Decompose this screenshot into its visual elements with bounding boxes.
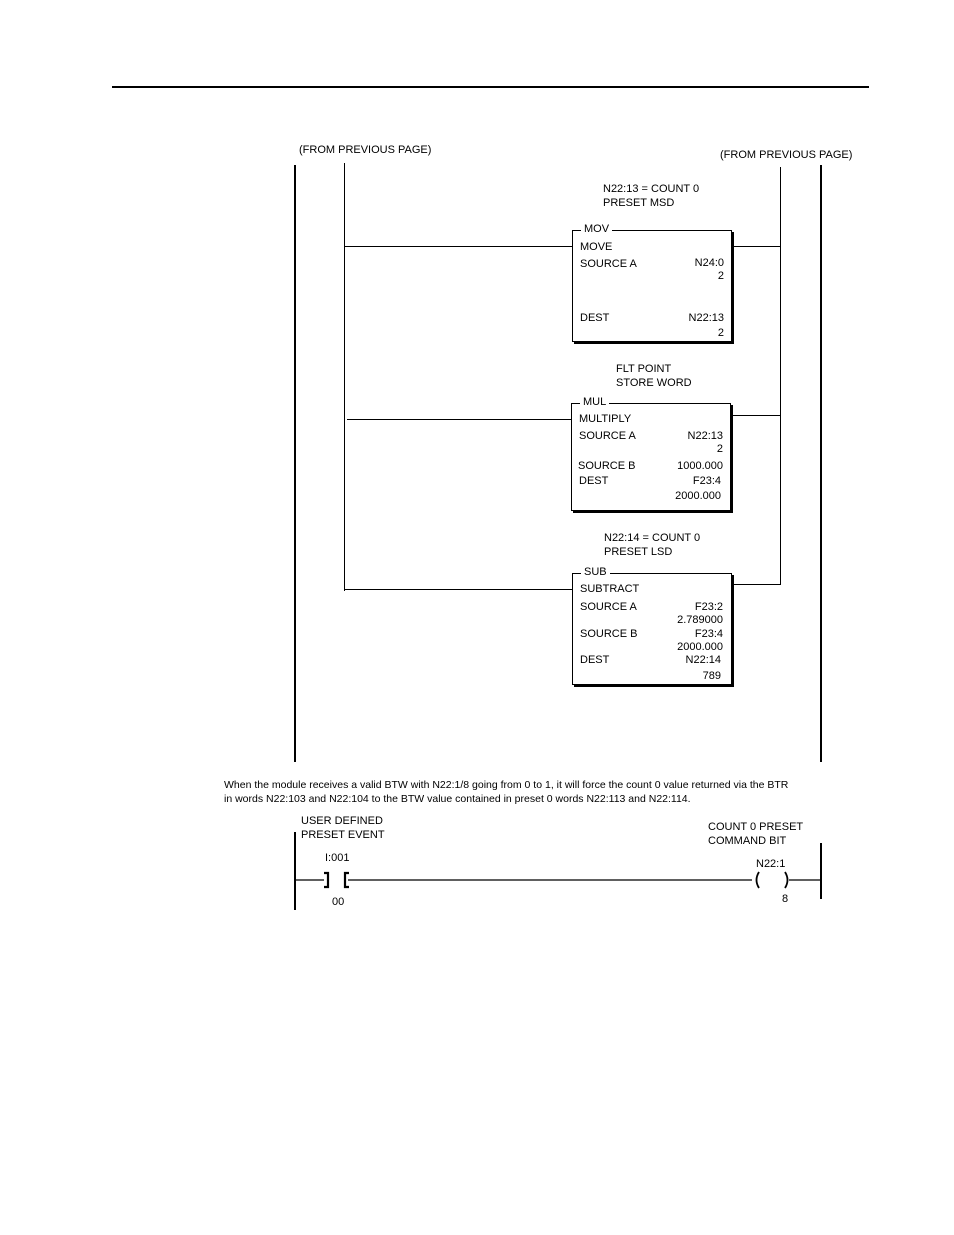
mul-input-wire <box>347 419 571 420</box>
sub-comment-line2: PRESET LSD <box>604 546 673 558</box>
contact-comment-line1: USER DEFINED <box>301 815 383 827</box>
mul-source-a-label: SOURCE A <box>579 430 636 442</box>
mul-comment-line2: STORE WORD <box>616 377 692 389</box>
sub-source-b-value: 2000.000 <box>677 641 723 653</box>
sub-source-b-label: SOURCE B <box>580 628 638 640</box>
mul-source-b-label: SOURCE B <box>578 460 636 472</box>
sub-title: SUBTRACT <box>580 583 640 595</box>
left-power-rail <box>294 165 296 762</box>
mul-source-b-value: 1000.000 <box>677 460 723 472</box>
rung2-left-rail <box>294 832 296 910</box>
mov-source-a-value: 2 <box>717 270 724 282</box>
coil-comment-line1: COUNT 0 PRESET <box>708 821 804 833</box>
sub-source-a-address: F23:2 <box>694 601 723 613</box>
coil-comment-line2: COMMAND BIT <box>708 835 787 847</box>
sub-input-wire <box>344 589 572 590</box>
mul-title: MULTIPLY <box>579 413 632 425</box>
mov-input-wire <box>344 246 572 247</box>
sub-block-tag: SUB <box>581 566 610 579</box>
from-previous-page-right: (FROM PREVIOUS PAGE) <box>720 149 853 161</box>
sub-source-b-address: F23:4 <box>694 628 723 640</box>
mov-dest-value: 2 <box>717 327 724 339</box>
mov-title: MOVE <box>580 241 613 253</box>
sub-source-a-value: 2.789000 <box>677 614 723 626</box>
header-rule <box>112 86 869 88</box>
output-coil-symbol <box>757 872 788 888</box>
contact-comment-line2: PRESET EVENT <box>301 829 385 841</box>
mul-output-wire <box>731 415 780 416</box>
mul-source-a-value: 2 <box>716 443 723 455</box>
mov-source-a-label: SOURCE A <box>580 258 637 270</box>
sub-source-a-label: SOURCE A <box>580 601 637 613</box>
mov-block-tag: MOV <box>581 223 612 236</box>
mov-comment-line1: N22:13 = COUNT 0 <box>603 183 700 195</box>
branch-bus-right <box>780 167 781 585</box>
description-line2: in words N22:103 and N22:104 to the BTW value contained in preset 0 words N22:113 and N22:114. <box>224 793 691 805</box>
sub-comment-line1: N22:14 = COUNT 0 <box>604 532 701 544</box>
mul-source-a-address: N22:13 <box>687 430 723 442</box>
sub-dest-label: DEST <box>580 654 610 666</box>
mul-dest-value: 2000.000 <box>675 490 721 502</box>
mul-block-tag: MUL <box>580 396 609 409</box>
coil-address: N22:1 <box>756 858 786 870</box>
sub-output-wire <box>732 584 780 585</box>
mov-source-a-address: N24:0 <box>694 257 724 269</box>
contact-address: I:001 <box>325 852 350 864</box>
mov-comment-line2: PRESET MSD <box>603 197 675 209</box>
mul-dest-address: F23:4 <box>692 475 721 487</box>
from-previous-page-left: (FROM PREVIOUS PAGE) <box>299 144 432 156</box>
mul-comment-line1: FLT POINT <box>616 363 672 375</box>
mov-dest-address: N22:13 <box>688 312 724 324</box>
coil-bit: 8 <box>782 893 789 905</box>
mov-output-wire <box>732 246 780 247</box>
normally-open-contact-symbol <box>324 873 349 887</box>
contact-bit: 00 <box>332 896 345 908</box>
sub-dest-value: 789 <box>702 670 721 682</box>
description-line1: When the module receives a valid BTW with N22:1/8 going from 0 to 1, it will force the count 0 value returned via the BTR <box>224 779 789 791</box>
mov-dest-label: DEST <box>580 312 610 324</box>
branch-bus-left <box>344 163 345 591</box>
right-power-rail <box>820 165 822 762</box>
sub-dest-address: N22:14 <box>685 654 721 666</box>
rung2-right-rail <box>820 843 822 899</box>
mul-dest-label: DEST <box>579 475 609 487</box>
